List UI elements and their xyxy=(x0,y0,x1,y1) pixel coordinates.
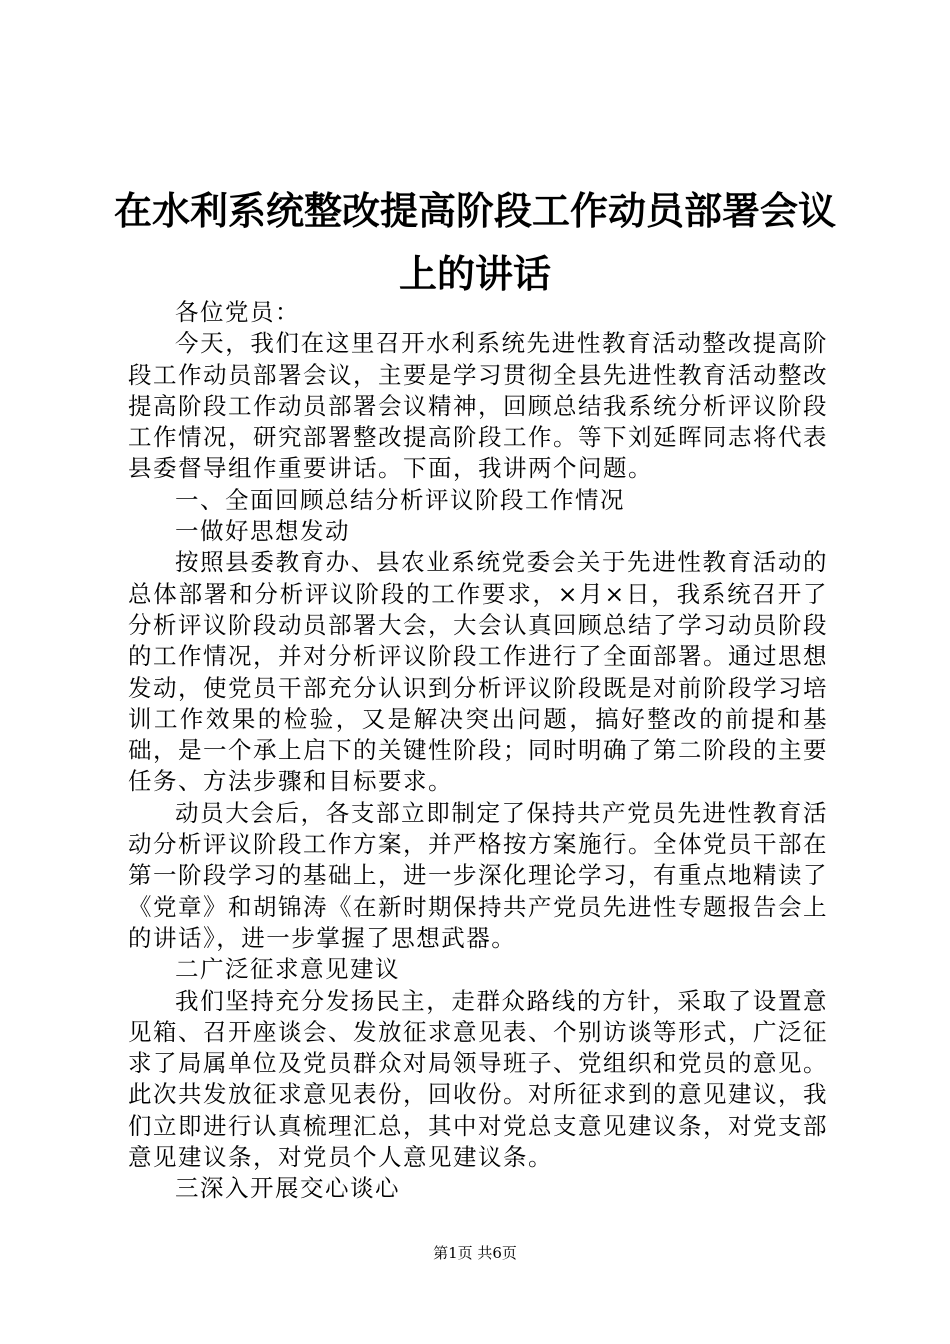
paragraph: 今天，我们在这里召开水利系统先进性教育活动整改提高阶段工作动员部署会议，主要是学习贯彻全县先进性教育活动整改提高阶段工作动员部署会议精神，回顾总结我系统分析评议阶段工作情况，研究部署整改提高阶段工作。等下刘延晖同志将代表县委督导组作重要讲话。下面，我讲两个问题。 xyxy=(128,329,828,483)
document-title: 在水利系统整改提高阶段工作动员部署会议上的讲话 xyxy=(113,189,836,296)
subsection-heading: 二广泛征求意见建议 xyxy=(175,955,400,984)
paragraph: 按照县委教育办、县农业系统党委会关于先进性教育活动的总体部署和分析评议阶段的工作要求，×月×日，我系统召开了分析评议阶段动员部署大会，大会认真回顾总结了学习动员阶段的工作情况，并对分析评议阶段工作进行了全面部署。通过思想发动，使党员干部充分认识到分析评议阶段既是对前阶段学习培训工作效果的检验，又是解决突出问题，搞好整改的前提和基础，是一个承上启下的关键性阶段；同时明确了第二阶段的主要任务、方法步骤和目标要求。 xyxy=(128,548,828,796)
document-body xyxy=(128,297,828,1205)
section-heading: 一、全面回顾总结分析评议阶段工作情况 xyxy=(175,485,625,514)
paragraph: 动员大会后，各支部立即制定了保持共产党员先进性教育活动分析评议阶段工作方案，并严格按方案施行。全体党员干部在第一阶段学习的基础上，进一步深化理论学习，有重点地精读了《党章》和胡锦涛《在新时期保持共产党员先进性专题报告会上的讲话》，进一步掌握了思想武器。 xyxy=(128,798,828,952)
subsection-heading: 一做好思想发动 xyxy=(175,517,350,546)
salutation: 各位党员： xyxy=(175,298,300,326)
page-footer: 第1页 共6页 xyxy=(433,1244,517,1262)
paragraph: 我们坚持充分发扬民主，走群众路线的方针，采取了设置意见箱、召开座谈会、发放征求意见表、个别访谈等形式，广泛征求了局属单位及党员群众对局领导班子、党组织和党员的意见。此次共发放征求意见表份，回收份。对所征求到的意见建议，我们立即进行认真梳理汇总，其中对党总支意见建议条，对党支部意见建议条，对党员个人意见建议条。 xyxy=(128,986,828,1172)
subsection-heading: 三深入开展交心谈心 xyxy=(175,1174,400,1203)
